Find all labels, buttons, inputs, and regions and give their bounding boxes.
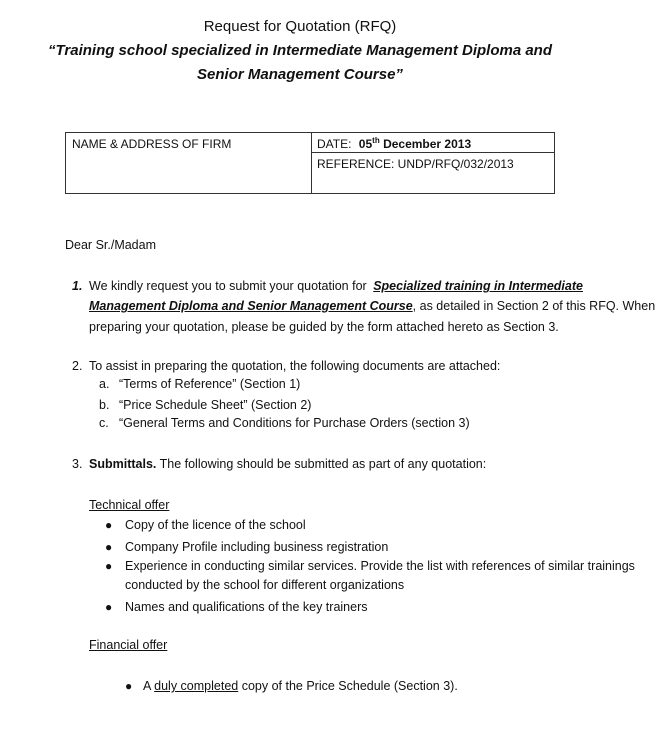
item2b-text: “Price Schedule Sheet” (Section 2) (119, 398, 312, 412)
item1-number: 1. (72, 279, 83, 293)
box-divider-vertical (311, 133, 312, 193)
technical-item-4: Names and qualifications of the key trainers (125, 600, 368, 614)
item2a-marker: a. (99, 377, 110, 391)
item2c-marker: c. (99, 416, 109, 430)
bullet-icon: ● (105, 518, 113, 532)
technical-item-3-line1: Experience in conducting similar services. Provide the list with references of similar trainings (125, 559, 635, 573)
bullet-icon: ● (105, 600, 113, 614)
financial-item-post: copy of the Price Schedule (Section 3). (241, 679, 458, 693)
document-subtitle-line1: “Training school specialized in Intermediate Management Diploma and (48, 42, 552, 59)
technical-offer-heading: Technical offer (89, 498, 170, 512)
financial-item-underlined: duly completed (154, 679, 239, 693)
item1-line1 (89, 279, 583, 293)
item3-heading: Submittals. (89, 457, 157, 471)
item2c-text: “General Terms and Conditions for Purchase Orders (section 3) (119, 416, 470, 430)
date-field (317, 137, 471, 151)
date-suffix: th (372, 136, 380, 145)
financial-item-pre: A (143, 679, 151, 693)
bullet-icon: ● (125, 679, 133, 693)
box-divider-horizontal (311, 152, 554, 153)
bullet-icon: ● (105, 540, 113, 554)
reference-number: REFERENCE: UNDP/RFQ/032/2013 (317, 157, 514, 171)
date-month-year: December 2013 (383, 137, 472, 151)
financial-offer-heading: Financial offer (89, 638, 168, 652)
document-title: Request for Quotation (RFQ) (203, 18, 397, 35)
item1-emphasis-line2: Management Diploma and Senior Management Course (89, 299, 413, 313)
item2-text: To assist in preparing the quotation, the following documents are attached: (89, 359, 501, 373)
date-label: DATE: (317, 137, 352, 151)
item3-line (89, 457, 486, 471)
item2-number: 2. (72, 359, 83, 373)
technical-item-1: Copy of the licence of the school (125, 518, 306, 532)
item2b-marker: b. (99, 398, 110, 412)
technical-item-3-line2: conducted by the school for different organizations (125, 578, 405, 592)
item1-line2 (89, 299, 655, 313)
technical-item-2: Company Profile including business registration (125, 540, 389, 554)
item1-line3: preparing your quotation, please be guided by the form attached hereto as Section 3. (89, 320, 559, 334)
item2a-text: “Terms of Reference” (Section 1) (119, 377, 301, 391)
item1-emphasis-line1: Specialized training in Intermediate (373, 279, 583, 293)
salutation: Dear Sr./Madam (65, 238, 157, 252)
item1-intro: We kindly request you to submit your quotation for (89, 279, 367, 293)
date-day: 05 (358, 137, 373, 151)
firm-name-label: NAME & ADDRESS OF FIRM (72, 137, 232, 151)
document-subtitle-line2: Senior Management Course” (197, 66, 403, 83)
item3-text: The following should be submitted as part of any quotation: (159, 457, 487, 471)
item3-number: 3. (72, 457, 83, 471)
firm-info-box (65, 132, 555, 194)
financial-item (143, 679, 458, 693)
item1-detail: , as detailed in Section 2 of this RFQ. When (412, 299, 655, 313)
bullet-icon: ● (105, 559, 113, 573)
